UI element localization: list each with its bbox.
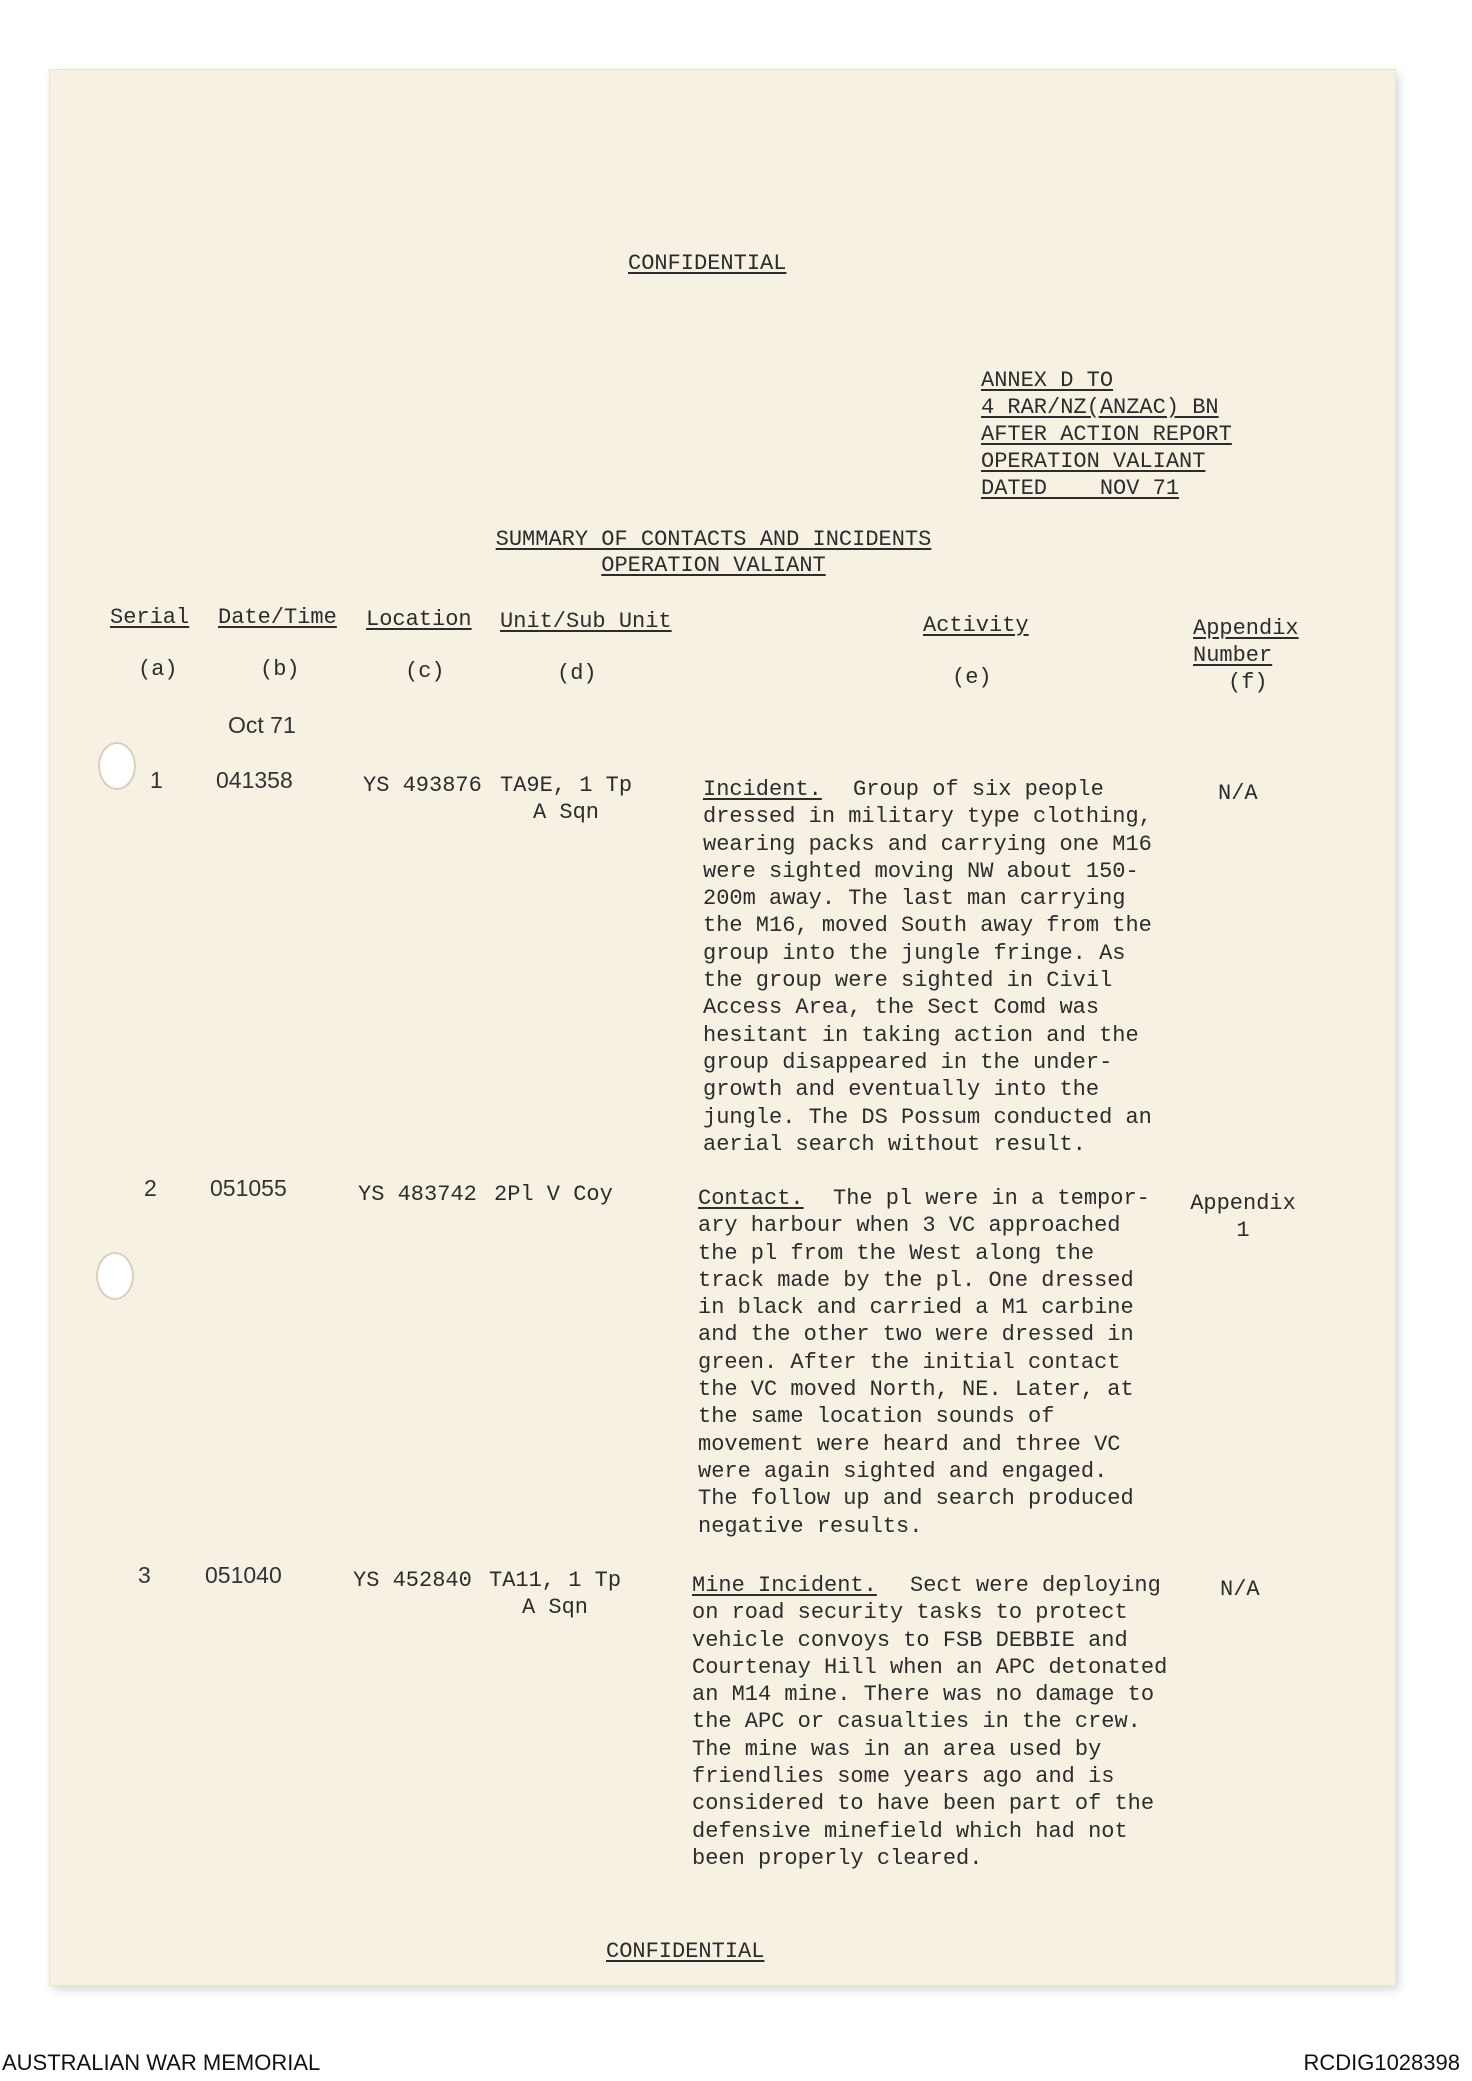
row-serial: 1	[150, 767, 163, 793]
month-label: Oct 71	[228, 712, 296, 738]
col-code-datetime: (b)	[260, 657, 300, 682]
col-header-datetime: Date/Time	[218, 605, 337, 630]
row-appendix: N/A	[1218, 781, 1258, 806]
col-header-serial: Serial	[110, 605, 190, 630]
row-appendix: N/A	[1220, 1577, 1260, 1602]
row-activity-type: Incident.	[703, 777, 822, 802]
row-activity-text: Sect were deploying on road security tasks to protect vehicle convoys to FSB DEBBIE and Courtenay Hill when an APC detonated an M14 mine. There was no damage to the APC or casualties in the crew. The mine was in an area used by friendlies some years ago and is considered to have been part of the defensive minefield which had not been properly cleared.	[692, 1573, 1168, 1871]
col-header-appendix-2: Number	[1193, 643, 1273, 668]
row-location: YS 452840	[353, 1568, 472, 1593]
col-header-location: Location	[366, 607, 472, 632]
row-datetime: 051040	[205, 1562, 282, 1588]
col-header-unit: Unit/Sub Unit	[500, 609, 672, 634]
col-header-activity: Activity	[923, 613, 1029, 638]
row-unit: TA11, 1 Tp A Sqn	[489, 1568, 622, 1621]
row-datetime: 051055	[210, 1175, 287, 1201]
annex-line-5: DATED NOV 71	[981, 476, 1180, 501]
summary-title-line-1: SUMMARY OF CONTACTS AND INCIDENTS	[495, 527, 932, 552]
row-location: YS 493876	[363, 773, 482, 798]
classification-bottom: CONFIDENTIAL	[606, 1939, 765, 1964]
row-activity-type: Mine Incident.	[692, 1573, 877, 1598]
row-activity-text: Group of six people dressed in military type clothing, wearing packs and carrying one M16 were sighted moving NW about 150- 200m away. The last man carrying the M16, moved South away from the group into the jungle fringe. As the group were sighted in Civil Access Area, the Sect Comd was hesitant in taking action and the group disappeared in the under- growth and eventually into the jungle. The DS Possum conducted an aerial search without result.	[703, 777, 1152, 1157]
punch-hole-top	[98, 742, 136, 790]
col-code-unit: (d)	[557, 661, 597, 686]
col-code-location: (c)	[405, 659, 445, 684]
footer-institution: AUSTRALIAN WAR MEMORIAL	[2, 2050, 321, 2075]
col-code-activity: (e)	[952, 665, 992, 690]
classification-top: CONFIDENTIAL	[628, 251, 787, 276]
row-activity-text: The pl were in a tempor- ary harbour when 3 VC approached the pl from the West along the track made by the pl. One dressed in black and carried a M1 carbine and the other two were dressed in green. After the initial contact the VC moved North, NE. Later, at the same location sounds of movement were heard and three VC were again sighted and engaged. The follow up and search produced negative results.	[698, 1186, 1150, 1539]
row-appendix: Appendix 1	[1190, 1191, 1296, 1244]
row-unit: 2Pl V Coy	[494, 1182, 613, 1207]
annex-line-4: OPERATION VALIANT	[981, 449, 1206, 474]
annex-line-3: AFTER ACTION REPORT	[981, 422, 1232, 447]
col-code-appendix: (f)	[1228, 670, 1268, 695]
footer-record-id: RCDIG1028398	[1303, 2050, 1460, 2075]
row-location: YS 483742	[358, 1182, 477, 1207]
punch-hole-bottom	[96, 1252, 134, 1300]
row-datetime: 041358	[216, 767, 293, 793]
row-serial: 3	[138, 1562, 151, 1588]
summary-title-line-2: OPERATION VALIANT	[601, 553, 826, 578]
row-serial: 2	[144, 1175, 157, 1201]
row-activity-type: Contact.	[698, 1186, 804, 1211]
col-code-serial: (a)	[138, 657, 178, 682]
row-unit: TA9E, 1 Tp A Sqn	[500, 773, 633, 826]
annex-line-2: 4 RAR/NZ(ANZAC) BN	[981, 395, 1219, 420]
annex-line-1: ANNEX D TO	[981, 368, 1114, 393]
col-header-appendix-1: Appendix	[1193, 616, 1299, 641]
